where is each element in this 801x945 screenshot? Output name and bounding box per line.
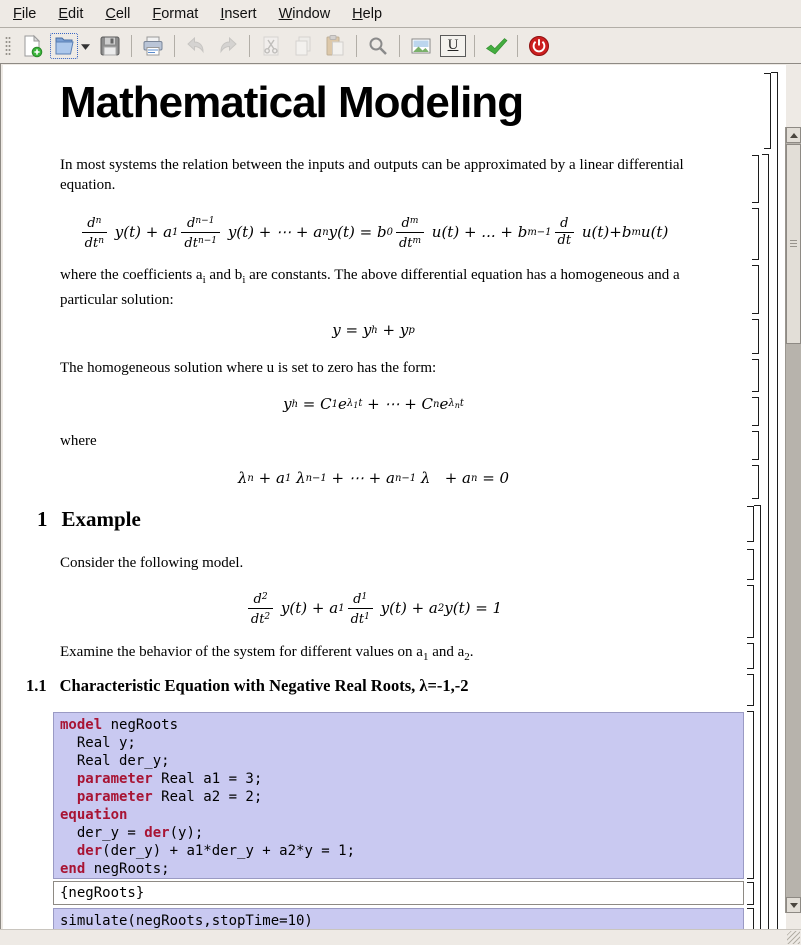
notebook-view <box>0 63 801 929</box>
undo-icon[interactable] <box>181 32 211 60</box>
print-icon[interactable] <box>138 32 168 60</box>
up-arrow-icon <box>790 133 798 138</box>
menu-help[interactable]: Help <box>352 5 383 22</box>
cell-bracket[interactable] <box>747 585 754 638</box>
math-cell[interactable]: y h = C 1 e $\lambda_1t$ + ⋯ + C n e $\lambda_nt$ <box>283 395 464 413</box>
cell-bracket[interactable] <box>747 549 754 580</box>
cell-bracket[interactable] <box>752 155 759 203</box>
toolbar-separator <box>517 35 518 57</box>
copy-icon[interactable] <box>288 32 318 60</box>
cell-bracket[interactable] <box>747 506 754 542</box>
notebook-page[interactable] <box>3 65 786 929</box>
toolbar-drag-handle[interactable] <box>5 36 11 56</box>
cell-bracket[interactable] <box>752 319 759 354</box>
toolbar-separator <box>249 35 250 57</box>
text-cell[interactable]: In most systems the relation between the inputs and outputs can be approximated by a linear differential equation. <box>60 157 684 193</box>
search-icon[interactable] <box>363 32 393 60</box>
cell-bracket[interactable] <box>752 431 759 460</box>
shutdown-icon[interactable] <box>524 32 554 60</box>
toolbar-separator <box>174 35 175 57</box>
toolbar-separator <box>399 35 400 57</box>
menu-insert[interactable]: Insert <box>220 5 257 22</box>
scrollbar-thumb[interactable] <box>786 144 801 344</box>
code-input-cell[interactable]: model negRoots Real y; Real der_y; parameter Real a1 = 3; parameter Real a2 = 2; equation der_y = der(y); der(der_y) + a1*der_y + a2*y = 1; end negRoots; <box>53 712 744 879</box>
menu-window[interactable]: Window <box>278 5 331 22</box>
cell-bracket[interactable] <box>747 908 754 929</box>
thumb-grip-icon <box>790 240 797 248</box>
toolbar-separator <box>356 35 357 57</box>
toolbar-separator <box>131 35 132 57</box>
scroll-down-button[interactable] <box>786 897 801 913</box>
cell-bracket[interactable] <box>752 465 759 499</box>
vertical-scrollbar[interactable] <box>785 127 801 913</box>
code-input-cell[interactable]: simulate(negRoots,stopTime=10) <box>53 908 744 929</box>
title-cell[interactable]: Mathematical Modeling <box>60 78 524 127</box>
menu-format[interactable]: Format <box>152 5 199 22</box>
status-bar <box>0 929 801 945</box>
cut-icon[interactable] <box>256 32 286 60</box>
cell-bracket[interactable] <box>747 674 754 706</box>
paste-icon[interactable] <box>320 32 350 60</box>
open-dropdown-arrow-icon[interactable] <box>78 32 93 60</box>
group-cell-bracket[interactable] <box>771 72 778 929</box>
new-document-icon[interactable] <box>17 32 47 60</box>
cell-bracket[interactable] <box>752 359 759 392</box>
menu-bar <box>0 0 801 28</box>
group-cell-bracket[interactable] <box>762 154 769 929</box>
math-cell[interactable]: λ n + a 1 λ n−1 + ⋯ + a n−1 λ + a n = 0 <box>237 469 510 487</box>
section-heading-cell[interactable]: 1 Example <box>37 507 141 531</box>
menu-file[interactable]: File <box>13 5 37 22</box>
text-cell[interactable]: The homogeneous solution where u is set to zero has the form: <box>60 360 437 376</box>
text-cell[interactable]: where <box>60 433 97 449</box>
cell-bracket[interactable] <box>747 711 754 879</box>
cell-bracket[interactable] <box>752 397 759 426</box>
toolbar-separator <box>474 35 475 57</box>
text-cell[interactable]: Examine the behavior of the system for different values on $a_1$ and $a_2$. <box>60 644 474 663</box>
output-cell[interactable]: {negRoots} <box>53 881 744 905</box>
cell-bracket[interactable] <box>752 208 759 260</box>
math-cell[interactable]: $d^n$ $dt^n$ y(t) + a 1 $d^{n-1}$ $dt^{n-1}$ y(t) + ⋯ + a n y(t) = b 0 $d^m$ $dt^m$ u(t) + ... + b m−1 d dt u(t)+b m u(t) <box>3 203 744 261</box>
down-arrow-icon <box>790 903 798 908</box>
redo-icon[interactable] <box>213 32 243 60</box>
menu-edit[interactable]: Edit <box>58 5 84 22</box>
math-cell[interactable]: $d^2$ $dt^2$ y(t) + a 1 $d^1$ $dt^1$ y(t) + a 2 y(t) = 1 <box>3 579 744 637</box>
subsection-heading-cell[interactable]: 1.1 Characteristic Equation with Negative Real Roots, λ=-1,-2 <box>26 676 469 695</box>
underline-icon[interactable]: U <box>438 32 468 60</box>
text-cell[interactable]: Consider the following model. <box>60 555 244 571</box>
cell-bracket[interactable] <box>747 643 754 669</box>
resize-grip-icon[interactable] <box>787 931 800 944</box>
insert-image-icon[interactable] <box>406 32 436 60</box>
save-icon[interactable] <box>95 32 125 60</box>
math-cell[interactable]: y = y h + y p <box>332 321 415 339</box>
text-cell[interactable]: where the coefficients $a_i$ and $b_i$ are constants. The above differential equation has a homogeneous and a particular solution: <box>60 267 680 308</box>
scroll-up-button[interactable] <box>786 127 801 143</box>
evaluate-check-icon[interactable] <box>481 32 511 60</box>
toolbar <box>0 29 801 63</box>
cell-bracket[interactable] <box>747 882 754 905</box>
cell-bracket[interactable] <box>764 73 771 149</box>
cell-bracket[interactable] <box>752 265 759 314</box>
menu-cell[interactable]: Cell <box>105 5 131 22</box>
open-document-icon[interactable] <box>49 32 79 60</box>
group-cell-bracket[interactable] <box>754 505 761 929</box>
